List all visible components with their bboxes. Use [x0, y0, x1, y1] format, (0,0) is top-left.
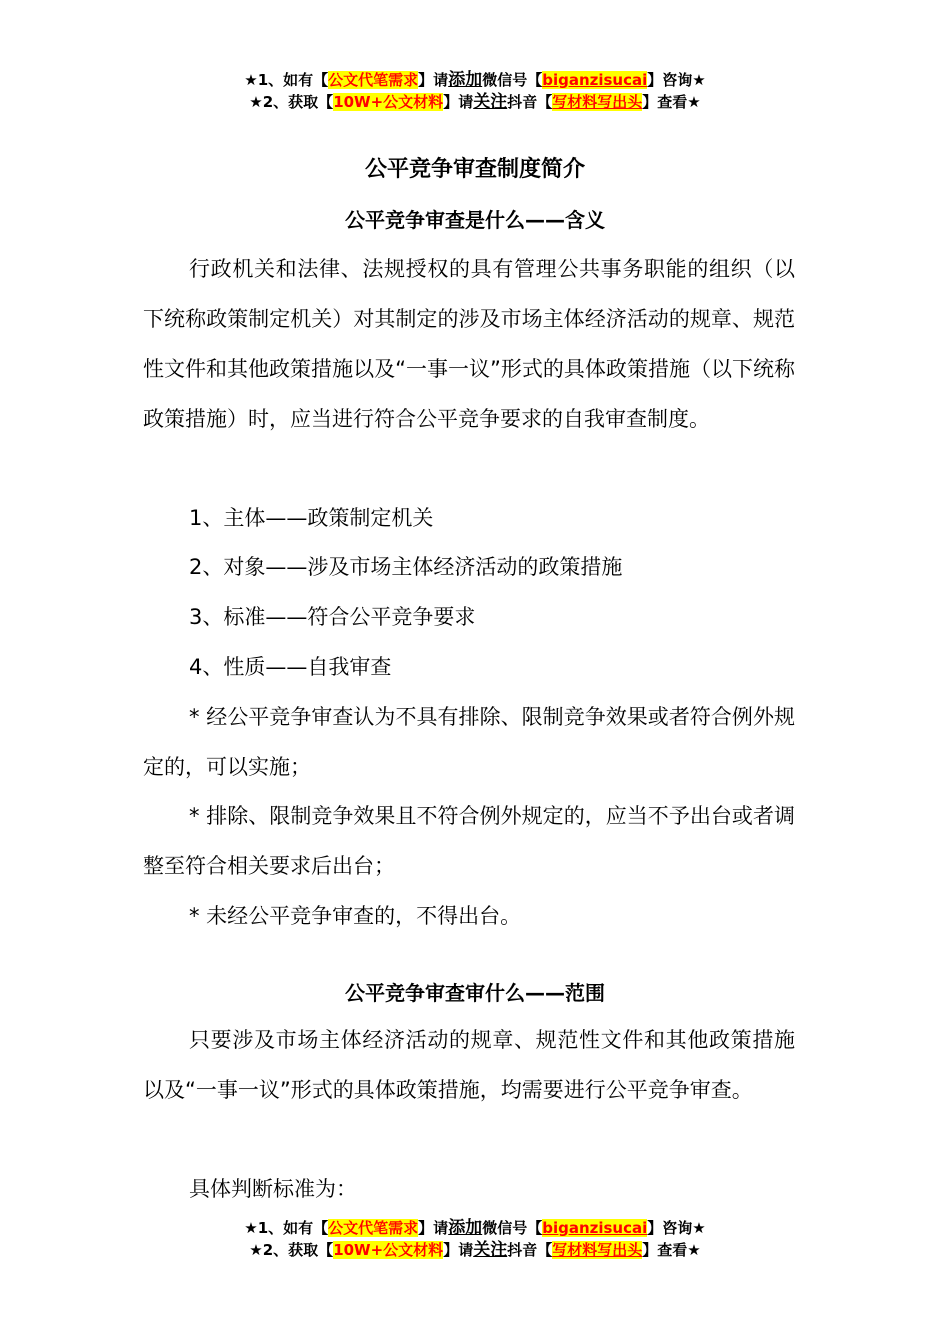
- promo-wechat-id: biganzisucai: [542, 1219, 648, 1237]
- list-item: 2、对象——涉及市场主体经济活动的政策措施: [189, 555, 623, 579]
- promo-text: 抖音【: [507, 93, 553, 111]
- promo-text: 】查看★: [642, 1241, 701, 1259]
- promo-text: 】请: [443, 1241, 474, 1259]
- promo-line-1: [0, 69, 950, 91]
- promo-text: 】咨询★: [647, 71, 706, 89]
- promo-wechat-id: biganzisucai: [542, 71, 648, 89]
- promo-line-2: [0, 91, 950, 113]
- promo-text: 抖音【: [507, 1241, 553, 1259]
- section-heading-meaning: 公平竞争审查是什么——含义: [345, 208, 605, 232]
- note-paragraph: * 经公平竞争审查认为不具有排除、限制竞争效果或者符合例外规定的，可以实施；: [143, 705, 795, 779]
- note-paragraph: * 未经公平竞争审查的，不得出台。: [189, 904, 522, 928]
- promo-text: 】请: [418, 71, 449, 89]
- promo-text: ★1、如有【: [244, 1219, 329, 1237]
- document-title: 公平竞争审查制度简介: [364, 157, 585, 182]
- promo-highlight: 公文代笔需求: [328, 1219, 419, 1237]
- promo-text: 】查看★: [642, 93, 701, 111]
- promo-banner-top: [0, 69, 950, 113]
- promo-text: ★1、如有【: [244, 71, 329, 89]
- promo-text: 】请: [418, 1219, 449, 1237]
- promo-highlight: 10W+公文材料: [333, 1241, 444, 1259]
- promo-emphasis: 添加: [448, 1218, 483, 1238]
- promo-text: 】咨询★: [647, 1219, 706, 1237]
- list-item: 1、主体——政策制定机关: [189, 506, 434, 530]
- section-heading-scope: 公平竞争审查审什么——范围: [345, 981, 605, 1005]
- list-item: 3、标准——符合公平竞争要求: [189, 605, 476, 629]
- promo-text: 】请: [443, 93, 474, 111]
- promo-text: ★2、获取【: [249, 1241, 334, 1259]
- promo-highlight: 公文代笔需求: [328, 71, 419, 89]
- promo-douyin-id: 写材料写出头: [552, 93, 643, 111]
- promo-text: 微信号【: [482, 1219, 543, 1237]
- promo-line-1: [0, 1217, 950, 1239]
- promo-emphasis: 关注: [473, 1240, 508, 1260]
- promo-banner-bottom: [0, 1217, 950, 1261]
- definition-paragraph: 行政机关和法律、法规授权的具有管理公共事务职能的组织（以下统称政策制定机关）对其制定的涉及市场主体经济活动的规章、规范性文件和其他政策措施以及“一事一议”形式的具体政策措施（以下统称政策措施）时，应当进行符合公平竞争要求的自我审查制度。: [143, 257, 795, 431]
- promo-text: 微信号【: [482, 71, 543, 89]
- promo-douyin-id: 写材料写出头: [552, 1241, 643, 1259]
- list-item: 4、性质——自我审查: [189, 655, 392, 679]
- note-paragraph: * 排除、限制竞争效果且不符合例外规定的，应当不予出台或者调整至符合相关要求后出台；: [143, 804, 795, 878]
- promo-line-2: [0, 1239, 950, 1261]
- promo-emphasis: 添加: [448, 70, 483, 90]
- promo-highlight: 10W+公文材料: [333, 93, 444, 111]
- promo-emphasis: 关注: [473, 92, 508, 112]
- scope-paragraph: 只要涉及市场主体经济活动的规章、规范性文件和其他政策措施以及“一事一议”形式的具体政策措施，均需要进行公平竞争审查。: [143, 1028, 795, 1102]
- promo-text: ★2、获取【: [249, 93, 334, 111]
- criteria-intro: 具体判断标准为：: [189, 1177, 357, 1201]
